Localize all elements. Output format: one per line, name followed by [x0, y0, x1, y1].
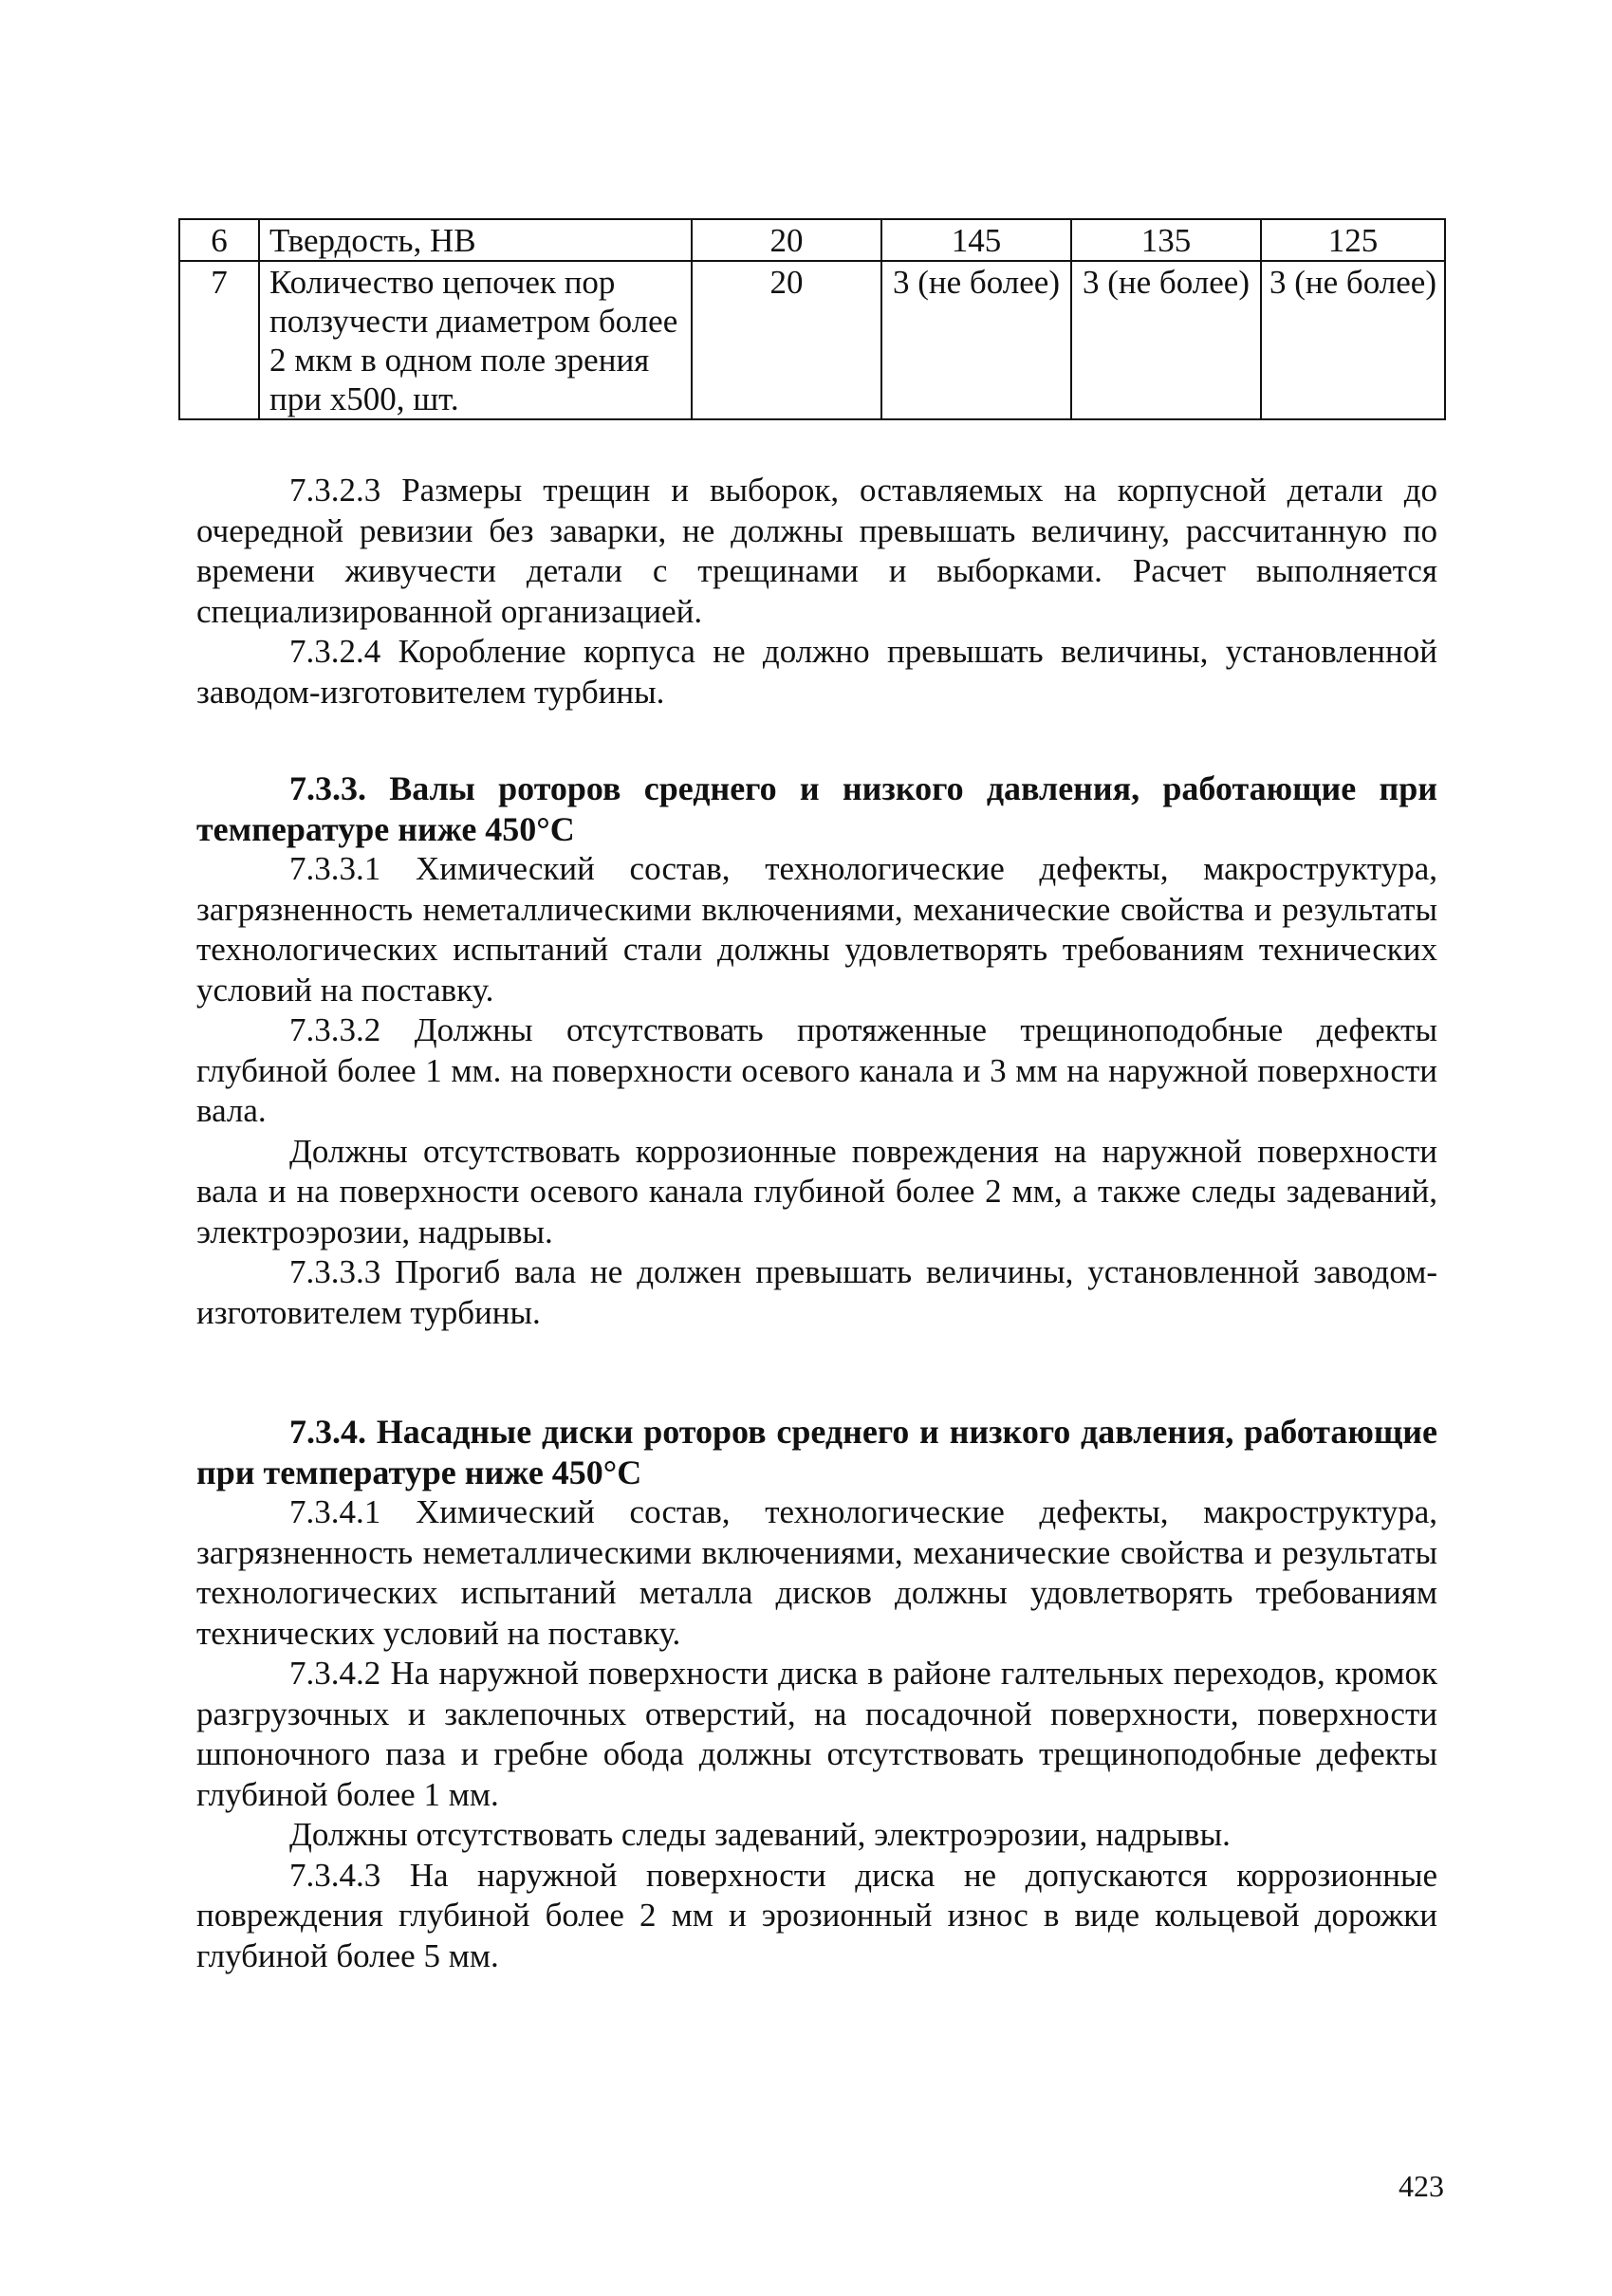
section-7-3-4: [196, 1412, 1437, 1976]
properties-table: [178, 218, 1446, 420]
section-heading-7-3-4: 7.3.4. Насадные диски роторов среднего и низкого давления, работающие при температуре ниже 450°С: [196, 1413, 1437, 1491]
row-parameter: Твердость, НВ: [259, 219, 692, 261]
paragraph-7-3-3-2-cont: Должны отсутствовать коррозионные повреждения на наружной поверхности вала и на поверхности осевого канала глубиной более 2 мм, а также следы задеваний, электроэрозии, надрывы.: [196, 1132, 1437, 1250]
page-number: 423: [1399, 2169, 1444, 2203]
paragraph-7-3-4-1: 7.3.4.1 Химический состав, технологические дефекты, макроструктура, загрязненность неметаллическими включениями, механические свойства и результаты технологических испытаний металла дисков должны удовлетворять требованиям технических условий на поставку.: [196, 1493, 1437, 1652]
paragraph-7-3-4-2-cont: Должны отсутствовать следы задеваний, электроэрозии, надрывы.: [289, 1816, 1231, 1853]
row-value: 125: [1261, 219, 1445, 261]
paragraph-7-3-4-3: 7.3.4.3 На наружной поверхности диска не допускаются коррозионные повреждения глубиной более 2 мм и эрозионный износ в виде кольцевой дорожки глубиной более 5 мм.: [196, 1856, 1437, 1974]
table-row: [179, 261, 1445, 419]
row-value: 3 (не более): [1261, 261, 1445, 419]
paragraph-7-3-2-3: 7.3.2.3 Размеры трещин и выборок, оставляемых на корпусной детали до очередной ревизии без заварки, не должны превышать величину, рассчитанную по времени живучести детали с трещинами и выборками. Расчет выполняется специализированной организацией.: [196, 472, 1437, 630]
paragraph-7-3-3-1: 7.3.3.1 Химический состав, технологические дефекты, макроструктура, загрязненность неметаллическими включениями, механические свойства и результаты технологических испытаний стали должны удовлетворять требованиям технических условий на поставку.: [196, 850, 1437, 1009]
paragraph-7-3-2-4: 7.3.2.4 Коробление корпуса не должно превышать величины, установленной заводом-изготовителем турбины.: [196, 633, 1437, 711]
row-value: 145: [881, 219, 1071, 261]
row-parameter: Количество цепочек пор ползучести диаметром более 2 мкм в одном поле зрения при х500, шт.: [259, 261, 692, 419]
row-number: 7: [179, 261, 259, 419]
paragraph-7-3-3-3: 7.3.3.3 Прогиб вала не должен превышать величины, установленной заводом-изготовителем турбины.: [196, 1253, 1437, 1331]
row-value: 20: [692, 219, 881, 261]
section-heading-7-3-3: 7.3.3. Валы роторов среднего и низкого давления, работающие при температуре ниже 450°С: [196, 769, 1437, 848]
row-value: 3 (не более): [1071, 261, 1261, 419]
paragraph-7-3-3-2: 7.3.3.2 Должны отсутствовать протяженные трещиноподобные дефекты глубиной более 1 мм. на поверхности осевого канала и 3 мм на наружной поверхности вала.: [196, 1011, 1437, 1129]
section-7-3-2-continuation: [196, 471, 1437, 713]
table-row: [179, 219, 1445, 261]
row-value: 135: [1071, 219, 1261, 261]
row-value: 3 (не более): [881, 261, 1071, 419]
row-number: 6: [179, 219, 259, 261]
section-7-3-3: [196, 768, 1437, 1333]
paragraph-7-3-4-2: 7.3.4.2 На наружной поверхности диска в районе галтельных переходов, кромок разгрузочных и заклепочных отверстий, на посадочной поверхности, поверхности шпоночного паза и гребне обода должны отсутствовать трещиноподобные дефекты глубиной более 1 мм.: [196, 1655, 1437, 1813]
row-value: 20: [692, 261, 881, 419]
